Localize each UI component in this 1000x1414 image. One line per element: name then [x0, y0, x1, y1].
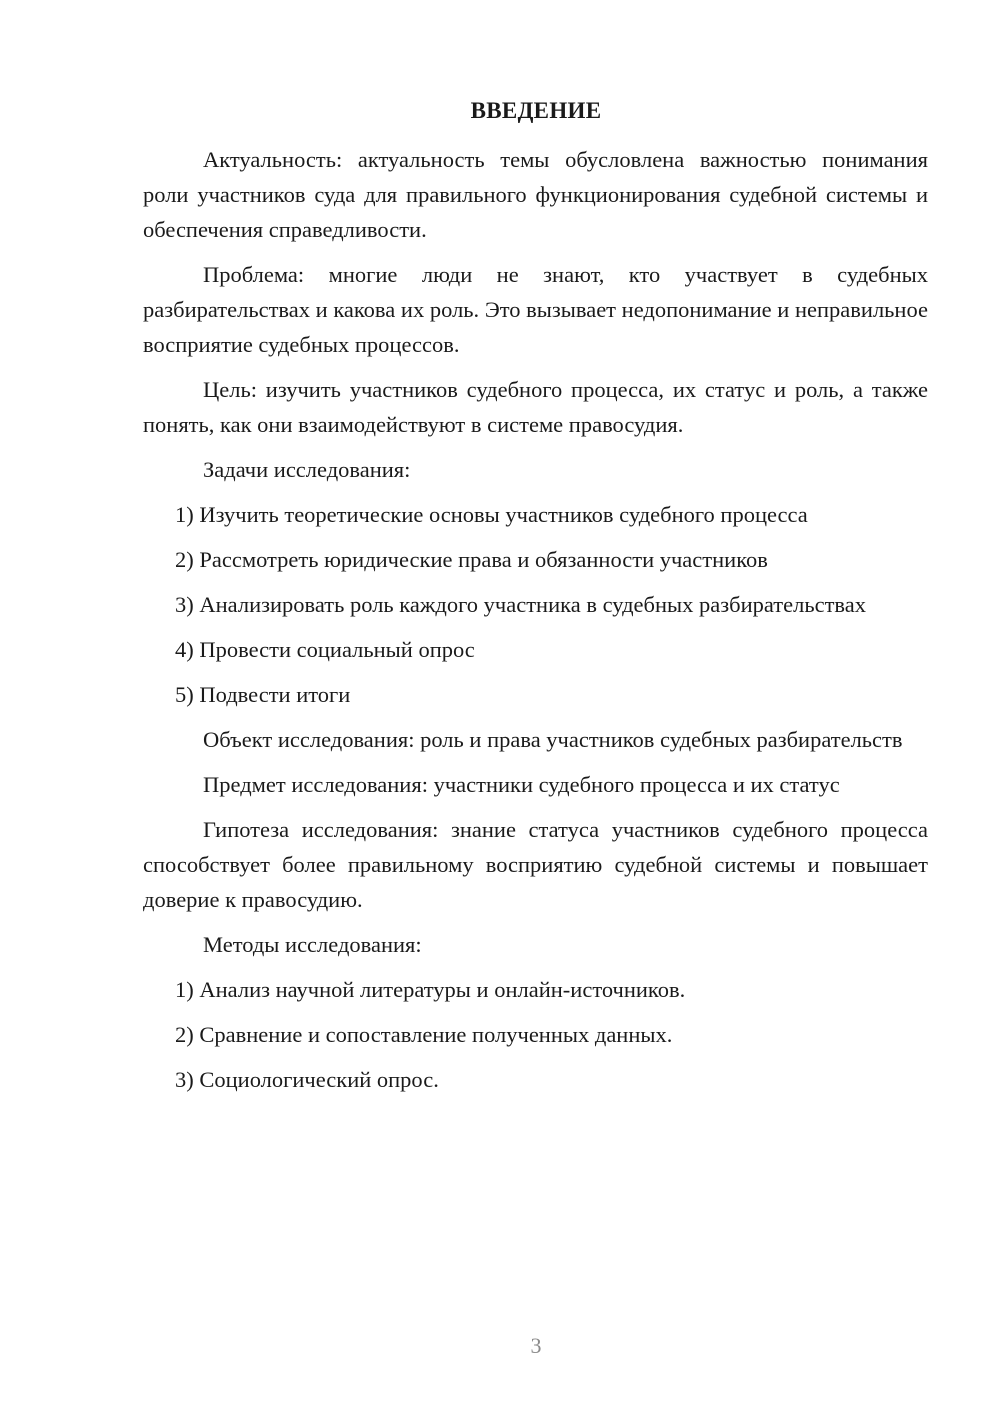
subject-paragraph: Предмет исследования: участники судебного процесса и их статус — [203, 772, 840, 797]
page-number: 3 — [530, 1333, 542, 1358]
body-text — [143, 142, 928, 1097]
relevance-paragraph: Актуальность: актуальность темы обусловлена важностью понимания роли участников суда для правильного функционирования судебной системы и обеспечения справедливости. — [143, 147, 928, 242]
problem-paragraph: Проблема: многие люди не знают, кто участвует в судебных разбирательствах и какова их роль. Это вызывает недопонимание и неправильное восприятие судебных процессов. — [143, 262, 928, 357]
method-item-1: 1) Анализ научной литературы и онлайн-источников. — [175, 977, 686, 1002]
method-item-2: 2) Сравнение и сопоставление полученных данных. — [175, 1022, 673, 1047]
methods-heading: Методы исследования: — [203, 932, 422, 957]
task-item-3: 3) Анализировать роль каждого участника в судебных разбирательствах — [175, 592, 866, 617]
tasks-heading: Задачи исследования: — [203, 457, 411, 482]
task-item-4: 4) Провести социальный опрос — [175, 637, 475, 662]
task-item-5: 5) Подвести итоги — [175, 682, 351, 707]
task-item-2: 2) Рассмотреть юридические права и обязанности участников — [175, 547, 768, 572]
section-heading: ВВЕДЕНИЕ — [470, 98, 602, 123]
hypothesis-paragraph: Гипотеза исследования: знание статуса участников судебного процесса способствует более правильному восприятию судебной системы и повышает доверие к правосудию. — [143, 817, 928, 912]
task-item-1: 1) Изучить теоретические основы участников судебного процесса — [175, 502, 808, 527]
goal-paragraph: Цель: изучить участников судебного процесса, их статус и роль, а также понять, как они взаимодействуют в системе правосудия. — [143, 377, 928, 437]
method-item-3: 3) Социологический опрос. — [175, 1067, 439, 1092]
object-paragraph: Объект исследования: роль и права участников судебных разбирательств — [203, 727, 903, 752]
